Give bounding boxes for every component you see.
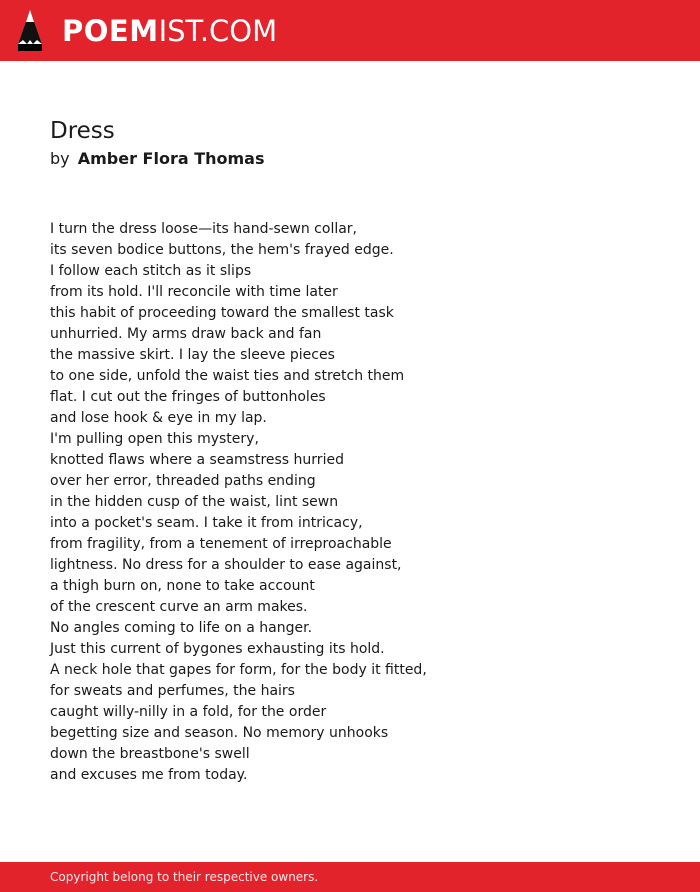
poem-line: into a pocket's seam. I take it from intricacy, [50,515,363,531]
poem-line: from fragility, from a tenement of irreproachable [50,536,392,552]
poem-line: from its hold. I'll reconcile with time later [50,284,338,300]
poem-line: I follow each stitch as it slips [50,263,252,279]
brand-bold-text: POEM [62,14,159,48]
poem-line: unhurried. My arms draw back and fan [50,326,322,342]
poem-line: in the hidden cusp of the waist, lint sewn [50,494,339,510]
poem-line: begetting size and season. No memory unhooks [50,725,389,741]
site-header [0,0,700,61]
poem-title: Dress [50,118,115,144]
poem-line: a thigh burn on, none to take account [50,578,315,594]
site-footer [0,862,700,892]
poem-line: knotted flaws where a seamstress hurried [50,452,344,468]
poem-line: the massive skirt. I lay the sleeve pieces [50,347,335,363]
poem-body [50,219,427,786]
byline [50,149,265,169]
poem-line: No angles coming to life on a hanger. [50,620,313,636]
by-label: by [50,149,70,168]
poem-line: I'm pulling open this mystery, [50,431,259,447]
author-name: Amber Flora Thomas [77,149,265,168]
poem-line: lightness. No dress for a shoulder to ease against, [50,557,402,573]
copyright-notice: Copyright belong to their respective owners. [50,870,319,884]
brand-light-text: IST.COM [158,14,278,48]
poem-line: its seven bodice buttons, the hem's frayed edge. [50,242,394,258]
poem-line: to one side, unfold the waist ties and stretch them [50,368,405,384]
poem-line: and excuses me from today. [50,767,248,783]
poem-line: over her error, threaded paths ending [50,473,316,489]
poem-line: of the crescent curve an arm makes. [50,599,308,615]
poem-line: for sweats and perfumes, the hairs [50,683,295,699]
poem-line: caught willy-nilly in a fold, for the order [50,704,327,720]
pencil-tip-icon [18,10,42,51]
poem-line: A neck hole that gapes for form, for the body it fitted, [50,662,427,678]
poem-line: and lose hook & eye in my lap. [50,410,267,426]
poem-line: I turn the dress loose—its hand-sewn collar, [50,221,358,237]
site-logo-link[interactable] [62,12,277,50]
poem-line: flat. I cut out the fringes of buttonholes [50,389,326,405]
poem-line: down the breastbone's swell [50,746,250,762]
poem-line: this habit of proceeding toward the smallest task [50,305,394,321]
poem-line: Just this current of bygones exhausting its hold. [50,641,385,657]
